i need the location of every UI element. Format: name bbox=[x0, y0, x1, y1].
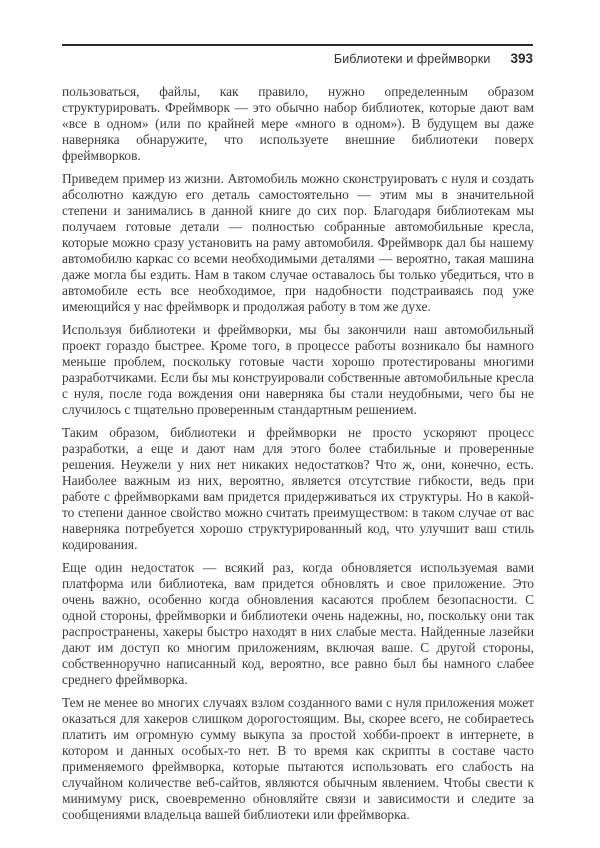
paragraph: Еще один недостаток — всякий раз, когда обновляется используемая вами платформа или библиотека, вам придется обновлять и свое приложение. Это очень важно, особенно когда обновления касаются проблем безопасности. С одной стороны, фреймворки и библиотеки очень надежны, но, поскольку они так распространены, хакеры быстро находят в них слабые места. Найденные лазейки дают им доступ ко многим приложениям, включая ваше. С другой стороны, собственноручно написанный код, вероятно, все равно был бы намного слабее среднего фреймворка. bbox=[62, 560, 534, 687]
paragraph: пользоваться, файлы, как правило, нужно определенным образом структурировать. Фреймворк — это обычно набор библиотек, которые дают вам «все в одном» (или по крайней мере «много в одном»). В будущем вы даже наверняка обнаружите, что используете внешние библиотеки поверх фреймворков. bbox=[62, 84, 534, 163]
page-number: 393 bbox=[510, 51, 533, 66]
running-head bbox=[62, 51, 533, 66]
paragraph: Приведем пример из жизни. Автомобиль можно сконструировать с нуля и создать абсолютно каждую его деталь самостоятельно — этим мы в значительной степени и занимались в данной книге до сих пор. Благодаря библиотекам мы получаем готовые детали — полностью собранные автомобильные кресла, которые можно сразу установить на раму автомобиля. Фреймворк дал бы нашему автомобилю каркас со всеми необходимыми деталями — вероятно, такая машина даже могла бы ездить. Нам в таком случае оставалось бы только убедиться, что в автомобиле есть все необходимое, при надобности подстраиваясь под уже имеющийся у нас фреймворк и продолжая работу в том же духе. bbox=[62, 171, 534, 314]
paragraph: Тем не менее во многих случаях взлом созданного вами с нуля приложения может оказаться для хакеров слишком дорогостоящим. Вы, скорее всего, не собираетесь платить им огромную сумму выкупа за простой хобби-проект в интернете, в котором и данных особых-то нет. В то время как скрипты в составе часто применяемого фреймворка, которые пытаются использовать его слабость на случайном количестве веб-сайтов, являются обычным явлением. Чтобы свести к минимуму риск, своевременно обновляйте связи и зависимости и следите за сообщениями владельца вашей библиотеки или фреймворка. bbox=[62, 695, 534, 822]
paragraph: Таким образом, библиотеки и фреймворки не просто ускоряют процесс разработки, а еще и дают нам для этого более стабильные и проверенные решения. Неужели у них нет никаких недостатков? Что ж, они, конечно, есть. Наиболее важным из них, вероятно, является отсутствие гибкости, ведь при работе с фреймворками вам придется придерживаться их структуры. Но в какой-то степени данное свойство можно считать преимуществом: в таком случае от вас наверняка потребуется хорошо структурированный код, что улучшит ваш стиль кодирования. bbox=[62, 425, 534, 552]
paragraph: Используя библиотеки и фреймворки, мы бы закончили наш автомобильный проект гораздо быстрее. Кроме того, в процессе работы возникало бы намного меньше проблем, поскольку готовые части хорошо протестированы многими разработчиками. Если бы мы конструировали собственные автомобильные кресла с нуля, после года вождения они наверняка бы стали неудобными, чего бы не случилось с тщательно проверенным стандартным решением. bbox=[62, 322, 534, 417]
chapter-title: Библиотеки и фреймворки bbox=[333, 52, 491, 66]
header-rule bbox=[62, 44, 533, 46]
page-body bbox=[62, 84, 534, 830]
